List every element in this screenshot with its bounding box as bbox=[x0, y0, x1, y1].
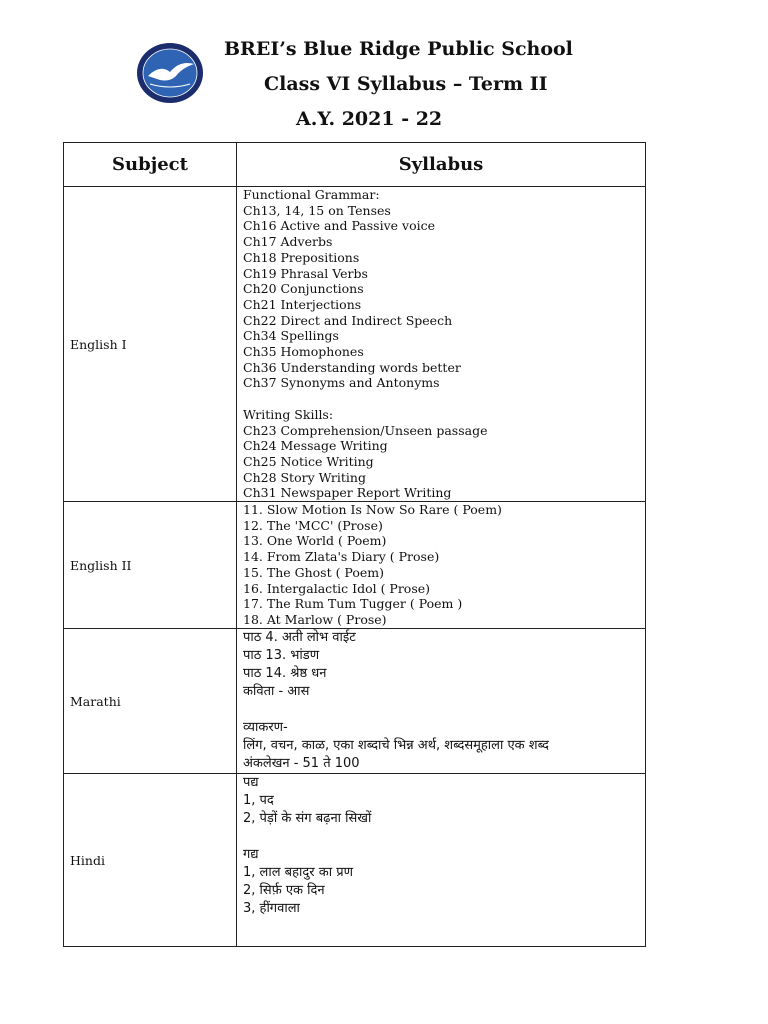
subject-cell: Marathi bbox=[64, 629, 237, 774]
syllabus-line: कविता - आस bbox=[243, 684, 310, 700]
syllabus-line: 3, हींगवाला bbox=[243, 901, 300, 917]
syllabus-line: 1, लाल बहादुर का प्रण bbox=[243, 865, 353, 881]
syllabus-line: 12. The 'MCC' (Prose) bbox=[243, 517, 383, 533]
table-row bbox=[64, 187, 646, 502]
school-emblem-icon bbox=[136, 42, 204, 104]
table-row bbox=[64, 629, 646, 774]
subject-column-header: Subject bbox=[64, 143, 237, 187]
class-term-title: Class VI Syllabus – Term II bbox=[264, 73, 548, 95]
syllabus-line: पाठ 4. अती लोभ वाईट bbox=[243, 630, 356, 646]
subject-cell: English I bbox=[64, 187, 237, 502]
syllabus-cell bbox=[237, 629, 646, 774]
syllabus-line: 11. Slow Motion Is Now So Rare ( Poem) bbox=[243, 502, 502, 518]
syllabus-lines bbox=[243, 502, 641, 628]
school-name: BREI’s Blue Ridge Public School bbox=[224, 38, 573, 60]
syllabus-line: पद्य bbox=[243, 775, 259, 791]
school-logo bbox=[136, 42, 204, 104]
table-row bbox=[64, 502, 646, 629]
syllabus-lines bbox=[243, 187, 641, 501]
syllabus-line: Ch17 Adverbs bbox=[243, 234, 333, 250]
syllabus-line: Ch35 Homophones bbox=[243, 344, 364, 360]
syllabus-line: 15. The Ghost ( Poem) bbox=[243, 564, 384, 580]
syllabus-line: पाठ 14. श्रेष्ठ धन bbox=[243, 666, 327, 682]
syllabus-line: अंकलेखन - 51 ते 100 bbox=[243, 756, 360, 772]
subject-cell: English II bbox=[64, 502, 237, 629]
syllabus-line: 14. From Zlata's Diary ( Prose) bbox=[243, 549, 440, 565]
syllabus-line: Ch19 Phrasal Verbs bbox=[243, 265, 368, 281]
syllabus-line: व्याकरण- bbox=[243, 720, 288, 736]
table-row bbox=[64, 774, 646, 947]
blank-line bbox=[243, 828, 641, 846]
syllabus-line: Ch23 Comprehension/Unseen passage bbox=[243, 422, 488, 438]
syllabus-line: Ch13, 14, 15 on Tenses bbox=[243, 202, 391, 218]
syllabus-line: Functional Grammar: bbox=[243, 187, 380, 202]
syllabus-line: Ch16 Active and Passive voice bbox=[243, 218, 435, 234]
syllabus-line: Ch25 Notice Writing bbox=[243, 453, 374, 469]
syllabus-line: लिंग, वचन, काळ, एका शब्दाचे भिन्न अर्थ, शब्दसमूहाला एक शब्द bbox=[243, 738, 549, 754]
blank-line bbox=[243, 391, 641, 407]
syllabus-line: Ch36 Understanding words better bbox=[243, 359, 461, 375]
syllabus-line: 18. At Marlow ( Prose) bbox=[243, 611, 387, 627]
syllabus-line: गद्य bbox=[243, 847, 259, 863]
syllabus-line: 2, सिर्फ़ एक दिन bbox=[243, 883, 325, 899]
syllabus-line: पाठ 13. भांडण bbox=[243, 648, 320, 664]
syllabus-cell bbox=[237, 187, 646, 502]
syllabus-line: Writing Skills: bbox=[243, 406, 334, 422]
syllabus-line: 13. One World ( Poem) bbox=[243, 533, 387, 549]
syllabus-line: Ch22 Direct and Indirect Speech bbox=[243, 312, 453, 328]
syllabus-line: 16. Intergalactic Idol ( Prose) bbox=[243, 580, 431, 596]
blank-line bbox=[243, 701, 641, 719]
syllabus-line: 2, पेड़ों के संग बढ़ना सिखों bbox=[243, 811, 372, 827]
subject-cell: Hindi bbox=[64, 774, 237, 947]
syllabus-line: Ch37 Synonyms and Antonyms bbox=[243, 375, 440, 391]
academic-year: A.Y. 2021 - 22 bbox=[296, 108, 443, 130]
syllabus-line: Ch31 Newspaper Report Writing bbox=[243, 485, 452, 501]
syllabus-lines bbox=[243, 774, 641, 918]
syllabus-line: Ch24 Message Writing bbox=[243, 438, 388, 454]
syllabus-cell bbox=[237, 502, 646, 629]
syllabus-line: Ch18 Prepositions bbox=[243, 249, 360, 265]
syllabus-line: Ch20 Conjunctions bbox=[243, 281, 364, 297]
syllabus-line: Ch28 Story Writing bbox=[243, 469, 366, 485]
syllabus-line: 17. The Rum Tum Tugger ( Poem ) bbox=[243, 596, 463, 612]
table-header-row bbox=[64, 143, 646, 187]
syllabus-line: Ch34 Spellings bbox=[243, 328, 339, 344]
syllabus-table bbox=[63, 142, 646, 947]
syllabus-lines bbox=[243, 629, 641, 773]
syllabus-column-header: Syllabus bbox=[237, 143, 646, 187]
syllabus-cell bbox=[237, 774, 646, 947]
syllabus-line: 1, पद bbox=[243, 793, 274, 809]
syllabus-line: Ch21 Interjections bbox=[243, 296, 362, 312]
